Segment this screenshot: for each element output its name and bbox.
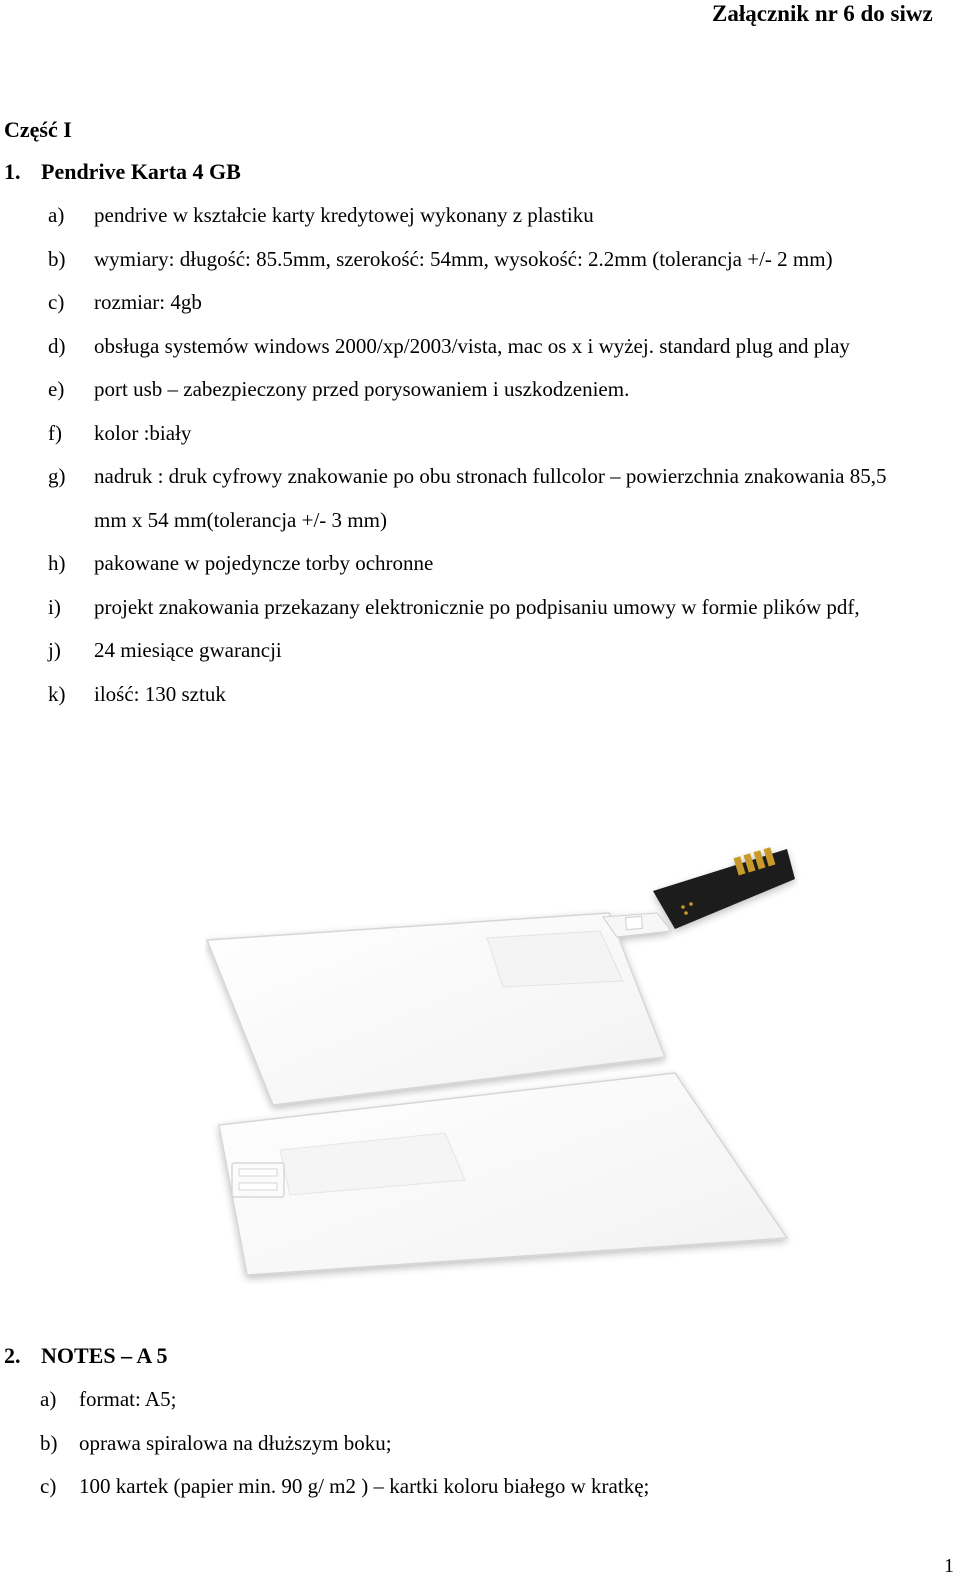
spec-item bbox=[48, 325, 948, 369]
spec-text: rozmiar: 4gb bbox=[94, 290, 202, 314]
spec-item bbox=[40, 1465, 940, 1509]
usb-card-product-photo bbox=[205, 845, 805, 1285]
spec-letter: j) bbox=[48, 638, 61, 662]
spec-letter: h) bbox=[48, 551, 66, 575]
spec-letter: a) bbox=[40, 1387, 57, 1411]
spec-letter: b) bbox=[40, 1430, 58, 1455]
spec-text: pendrive w kształcie karty kredytowej wykonany z plastiku bbox=[94, 203, 594, 227]
spec-text: 24 miesiące gwarancji bbox=[94, 638, 282, 662]
spec-text: kolor :biały bbox=[94, 420, 192, 445]
spec-item bbox=[40, 1378, 940, 1422]
item-1-name: Pendrive Karta 4 GB bbox=[41, 159, 241, 184]
spec-letter: f) bbox=[48, 420, 62, 445]
spec-item bbox=[48, 368, 948, 412]
item-1-number: 1. bbox=[4, 159, 21, 184]
spec-letter: c) bbox=[40, 1474, 57, 1498]
spec-item bbox=[48, 673, 948, 717]
item-1-title bbox=[4, 158, 241, 186]
spec-letter: i) bbox=[48, 594, 61, 619]
usb-plug-icon bbox=[653, 847, 795, 929]
spec-text: oprawa spiralowa na dłuższym boku; bbox=[79, 1430, 392, 1455]
spec-text: format: A5; bbox=[79, 1387, 177, 1411]
spec-text: port usb – zabezpieczony przed porysowaniem i uszkodzeniem. bbox=[94, 377, 630, 401]
usb-card-closed bbox=[219, 1073, 787, 1275]
spec-text: nadruk : druk cyfrowy znakowanie po obu stronach fullcolor – powierzchnia znakowania 85,5 mm x 54 mm(tolerancja +/- 3 mm) bbox=[94, 464, 887, 532]
spec-letter: e) bbox=[48, 377, 65, 401]
item-2-title bbox=[4, 1342, 168, 1370]
spec-letter: b) bbox=[48, 246, 66, 271]
item-2-name: NOTES – A 5 bbox=[41, 1343, 168, 1368]
attachment-title: Załącznik nr 6 do siwz bbox=[712, 1, 933, 26]
item-2-number: 2. bbox=[4, 1343, 21, 1368]
spec-item bbox=[48, 194, 948, 238]
item-1-spec-list bbox=[48, 194, 948, 716]
usb-card-open bbox=[207, 847, 795, 1105]
spec-item bbox=[48, 455, 948, 542]
page-number: 1 bbox=[944, 1555, 954, 1577]
spec-letter: g) bbox=[48, 464, 66, 488]
spec-item bbox=[48, 629, 948, 673]
spec-letter: c) bbox=[48, 290, 65, 314]
spec-text: projekt znakowania przekazany elektronicznie po podpisaniu umowy w formie plików pdf, bbox=[94, 594, 860, 619]
spec-letter: k) bbox=[48, 681, 66, 706]
spec-text: obsługa systemów windows 2000/xp/2003/vista, mac os x i wyżej. standard plug and play bbox=[94, 333, 850, 358]
spec-item bbox=[48, 586, 948, 630]
spec-letter: a) bbox=[48, 203, 65, 227]
spec-text: pakowane w pojedyncze torby ochronne bbox=[94, 551, 434, 575]
spec-letter: d) bbox=[48, 333, 66, 358]
spec-item bbox=[48, 281, 948, 325]
spec-item bbox=[40, 1422, 940, 1466]
spec-text: wymiary: długość: 85.5mm, szerokość: 54mm, wysokość: 2.2mm (tolerancja +/- 2 mm) bbox=[94, 246, 833, 271]
spec-text: 100 kartek (papier min. 90 g/ m2 ) – kartki koloru białego w kratkę; bbox=[79, 1474, 650, 1498]
spec-item bbox=[48, 412, 948, 456]
item-2-spec-list bbox=[40, 1378, 940, 1509]
spec-item bbox=[48, 542, 948, 586]
spec-text: ilość: 130 sztuk bbox=[94, 681, 226, 706]
spec-item bbox=[48, 238, 948, 282]
section-heading: Część I bbox=[4, 117, 72, 142]
